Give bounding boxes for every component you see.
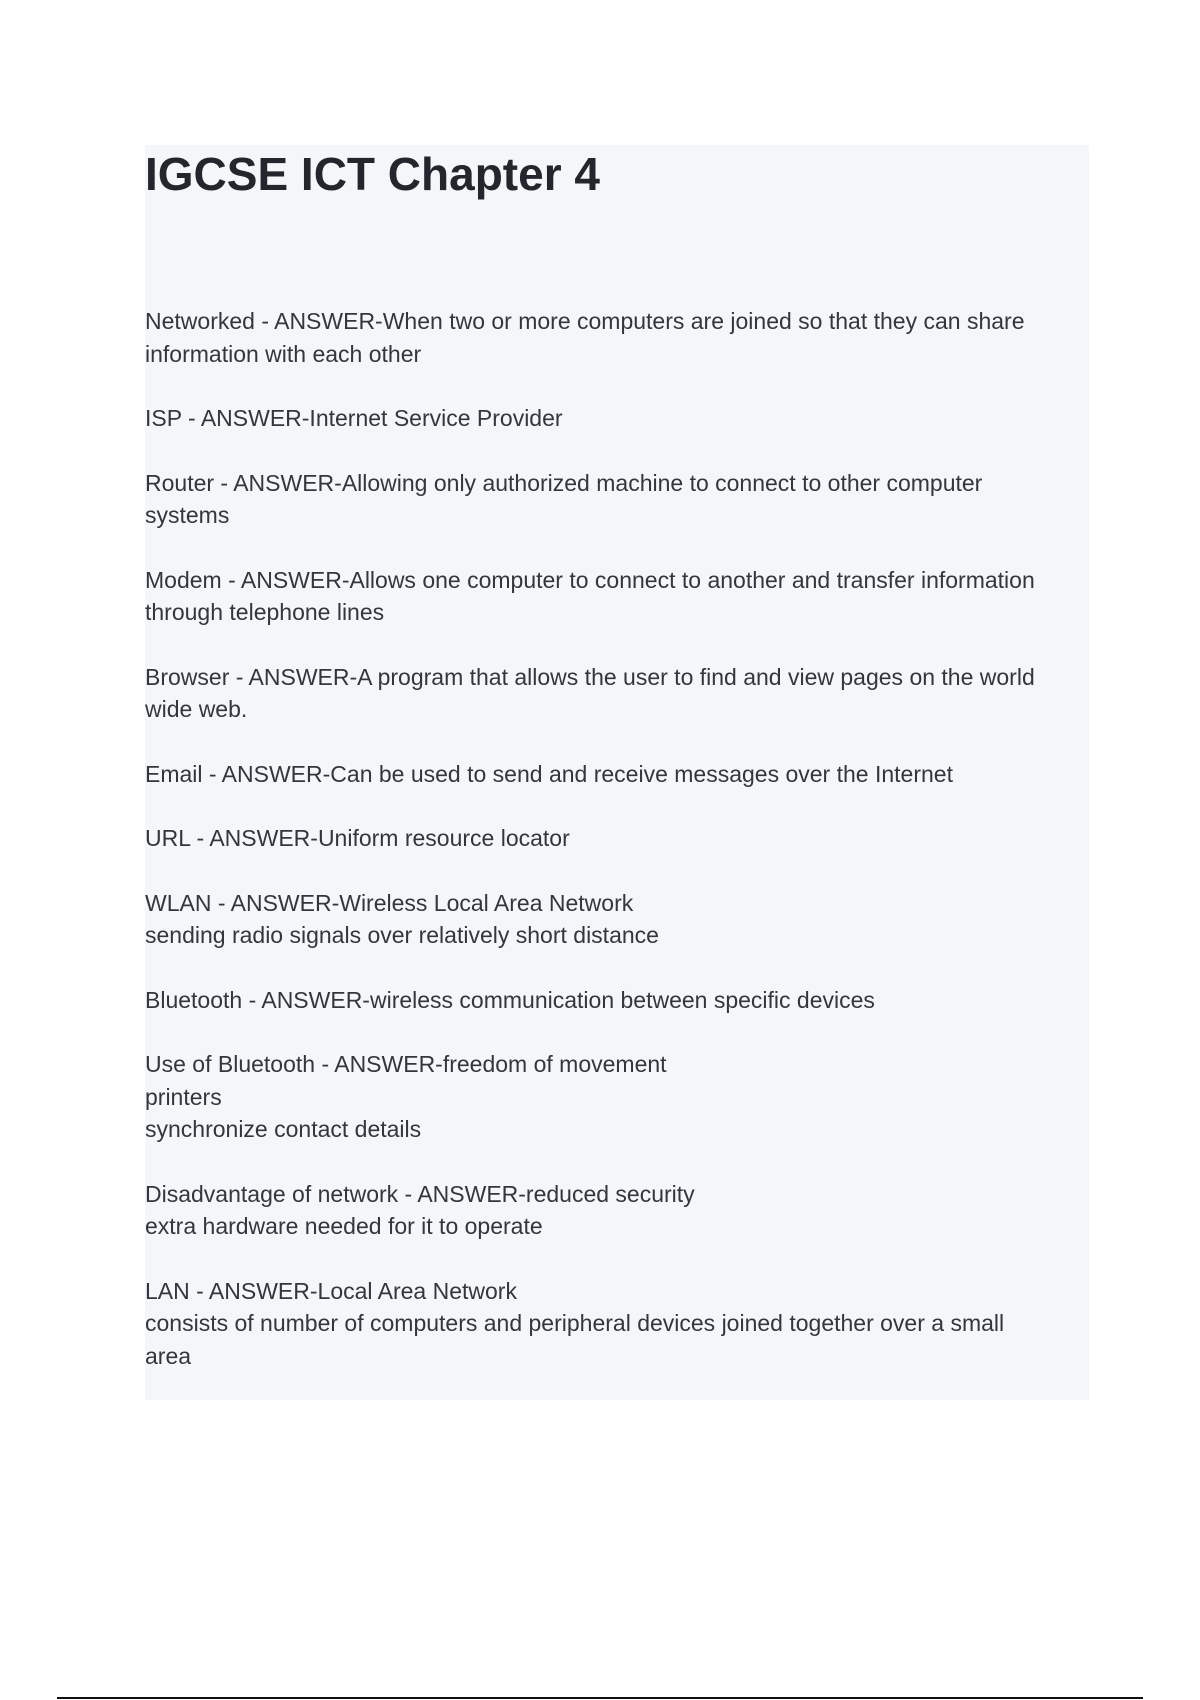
qa-entry — [145, 1178, 1095, 1243]
qa-term-line: WLAN - ANSWER-Wireless Local Area Network — [145, 889, 634, 916]
qa-term-line: Router - ANSWER-Allowing only authorized machine to connect to other computer — [145, 469, 983, 496]
qa-entry — [145, 402, 1095, 435]
qa-term-line: Disadvantage of network - ANSWER-reduced security — [145, 1180, 695, 1207]
qa-list — [145, 305, 1095, 1404]
qa-term-line: URL - ANSWER-Uniform resource locator — [145, 825, 570, 851]
qa-entry — [145, 1275, 1095, 1373]
qa-term-line: Browser - ANSWER-A program that allows the user to find and view pages on the world — [145, 663, 1035, 690]
qa-answer-line: sending radio signals over relatively short distance — [145, 922, 659, 948]
qa-term-line: Modem - ANSWER-Allows one computer to connect to another and transfer information — [145, 566, 1035, 593]
qa-term-line: LAN - ANSWER-Local Area Network — [145, 1277, 517, 1304]
qa-entry — [145, 984, 1095, 1017]
qa-answer-line: wide web. — [145, 696, 248, 722]
qa-term-line: Use of Bluetooth - ANSWER-freedom of movement — [145, 1051, 667, 1077]
qa-term-line: ISP - ANSWER-Internet Service Provider — [145, 405, 563, 431]
page-divider — [57, 1697, 1143, 1699]
qa-answer-line: extra hardware needed for it to operate — [145, 1213, 543, 1239]
qa-entry — [145, 822, 1095, 855]
qa-answer-line: through telephone lines — [145, 599, 385, 625]
qa-answer-line: synchronize contact details — [145, 1116, 422, 1142]
qa-answer-line: area — [145, 1342, 192, 1369]
qa-entry — [145, 887, 1095, 952]
qa-term-line: Bluetooth - ANSWER-wireless communication between specific devices — [145, 986, 875, 1013]
qa-answer-line: printers — [145, 1083, 222, 1110]
qa-answer-line: information with each other — [145, 340, 422, 367]
qa-answer-line: systems — [145, 502, 230, 528]
qa-term-line: Email - ANSWER-Can be used to send and receive messages over the Internet — [145, 760, 953, 787]
qa-entry — [145, 564, 1095, 629]
qa-answer-line: consists of number of computers and peripheral devices joined together over a small — [145, 1310, 1005, 1336]
qa-entry — [145, 305, 1095, 370]
qa-entry — [145, 758, 1095, 791]
qa-entry — [145, 661, 1095, 726]
qa-entry — [145, 1048, 1095, 1146]
qa-entry — [145, 467, 1095, 532]
page-title: IGCSE ICT Chapter 4 — [145, 148, 600, 200]
qa-term-line: Networked - ANSWER-When two or more computers are joined so that they can share — [145, 308, 1025, 334]
